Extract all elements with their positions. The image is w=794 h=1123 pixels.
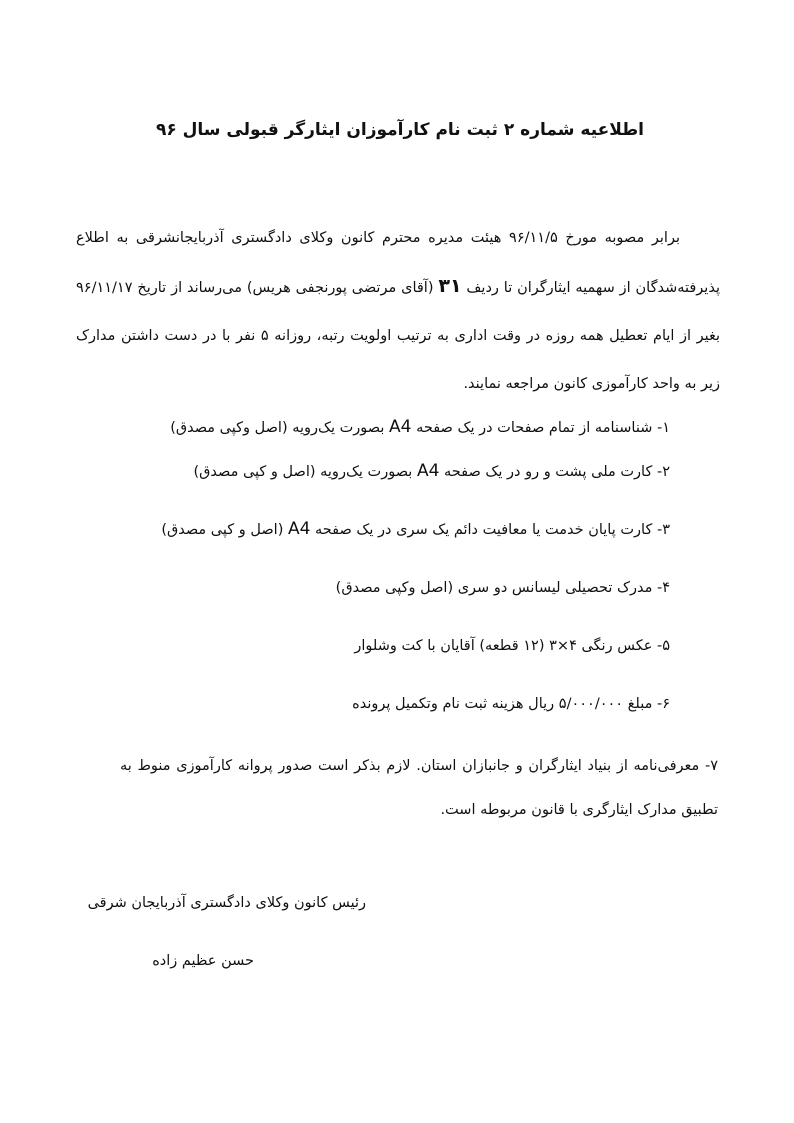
- item-text: ۶- مبلغ ۵/۰۰۰/۰۰۰ ریال هزینه ثبت نام وتکمیل پرونده: [352, 696, 670, 712]
- notice-title: اطلاعیه شماره ۲ ثبت نام کارآموزان ایثارگر قبولی سال ۹۶: [155, 120, 645, 140]
- item-paper-size: A4: [389, 417, 412, 437]
- item-text-rest: بصورت یک‌رویه (اصل وکپی مصدق): [170, 420, 390, 436]
- requirement-item-4: [336, 573, 670, 603]
- requirement-item-5: [354, 631, 670, 661]
- signatory-title: رئیس کانون وکلای دادگستری آذربایجان شرقی: [87, 895, 366, 911]
- item-text: ۵- عکس رنگی ۴×۳ (۱۲ قطعه) آقایان با کت وشلوار: [354, 638, 670, 654]
- item-text-rest: (اصل و کپی مصدق): [161, 522, 288, 538]
- item-text: ۳- کارت پایان خدمت یا معافیت دائم یک سری در یک صفحه: [310, 522, 670, 538]
- item-text-rest: بصورت یک‌رویه (اصل و کپی مصدق): [193, 464, 417, 480]
- requirement-item-6: [352, 689, 670, 719]
- signatory-name: حسن عظیم زاده: [152, 953, 254, 969]
- item-paper-size: A4: [416, 461, 440, 481]
- item-text: ۲- کارت ملی پشت و رو در یک صفحه: [439, 464, 670, 480]
- item-text: ۱- شناسنامه از تمام صفحات در یک صفحه: [411, 420, 670, 436]
- item-paper-size: A4: [287, 519, 311, 539]
- requirement-item-1: [170, 412, 670, 443]
- paragraph-text-part2: (آقای مرتضی پورنجفی هریس) می‌رساند از تاریخ ۹۶/۱۱/۱۷ بغیر از ایام تعطیل همه روزه در وقت اداری به ترتیب اولویت رتبه، روزانه ۵ نفر با در دست داشتن مدارک زیر به واحد کارآموزی کانون مراجعه نمایند.: [76, 280, 721, 392]
- requirement-item-2: [193, 456, 670, 487]
- notice-paragraph: [76, 214, 720, 408]
- requirement-item-7: ۷- معرفی‌نامه از بنیاد ایثارگران و جانبازان استان. لازم بذکر است صدور پروانه کارآموزی منوط به تطبیق مدارک ایثارگری با قانون مربوطه است.: [120, 758, 718, 818]
- paragraph-text-part1: برابر مصوبه مورخ ۹۶/۱۱/۵ هیئت مدیره محترم کانون وکلای دادگستری آذربایجانشرقی به اطلاع پذیرفته‌شدگان از سهمیه ایثارگران تا ردیف: [76, 230, 720, 296]
- item-text: ۴- مدرک تحصیلی لیسانس دو سری (اصل وکپی مصدق): [335, 580, 670, 596]
- row-number: ۳۱: [438, 275, 462, 297]
- requirement-item-3: [161, 514, 670, 545]
